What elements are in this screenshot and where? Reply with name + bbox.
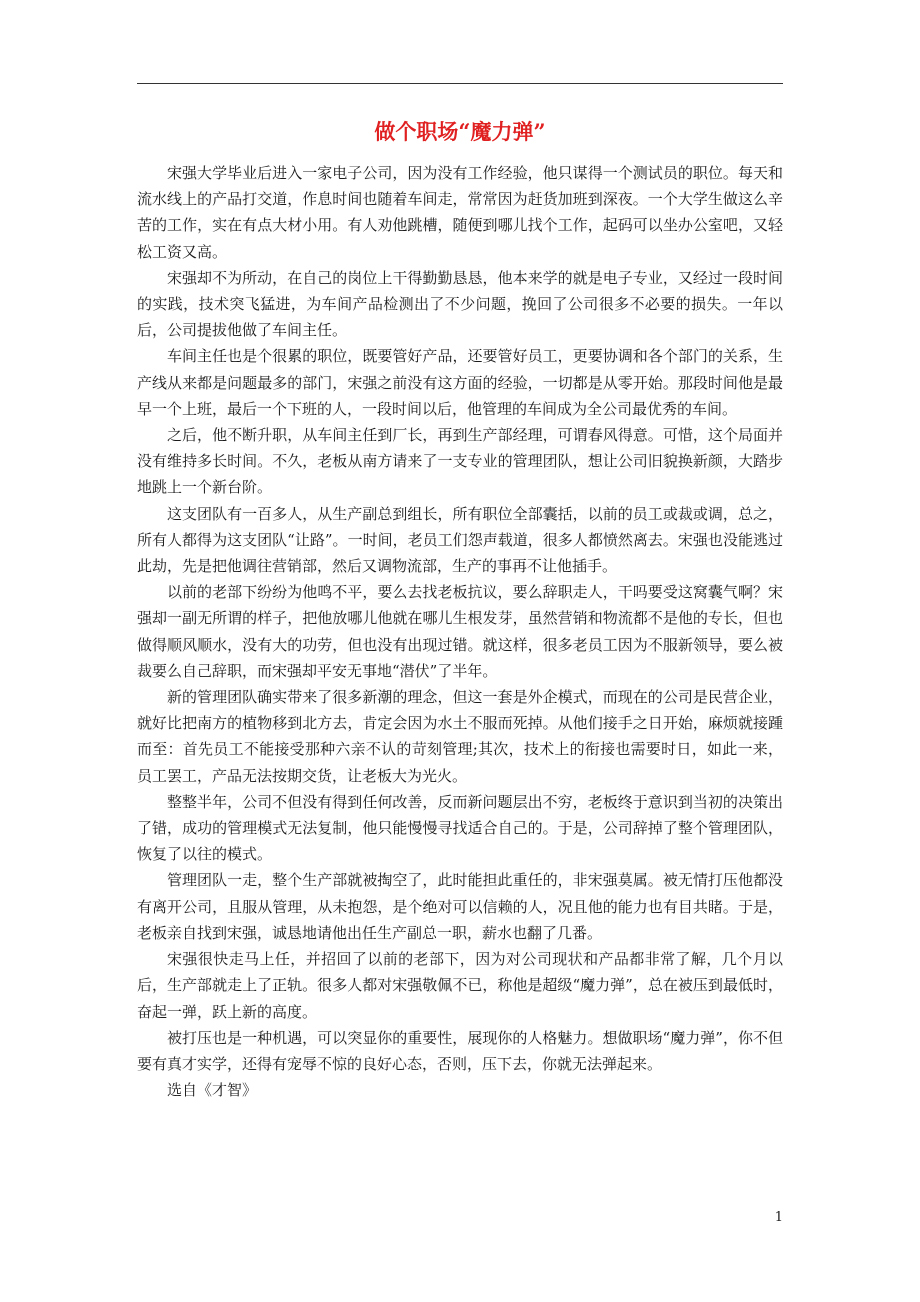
paragraph-2: 宋强却不为所动，在自己的岗位上干得勤勤恳恳，他本来学的就是电子专业，又经过一段时间的实践，技术突飞猛进，为车间产品检测出了不少问题，挽回了公司很多不必要的损失。一年以后，公司提拔他做了车间主任。: [137, 268, 783, 340]
paragraph-7: 新的管理团队确实带来了很多新潮的理念，但这一套是外企模式，而现在的公司是民营企业，就好比把南方的植物移到北方去，肯定会因为水土不服而死掉。从他们接手之日开始，麻烦就接踵而至：首先员工不能接受那种六亲不认的苛刻管理;其次，技术上的衔接也需要时日，如此一来，员工罢工，产品无法按期交货，让老板大为光火。: [137, 688, 783, 785]
page-number: 1: [774, 1210, 783, 1225]
article-title: 做个职场“魔力弹”: [374, 119, 546, 144]
paragraph-10: 宋强很快走马上任，并招回了以前的老部下，因为对公司现状和产品都非常了解，几个月以后，生产部就走上了正轨。很多人都对宋强敬佩不已，称他是超级“魔力弹”，总在被压到最低时，奋起一弹，跃上新的高度。: [137, 950, 783, 1021]
paragraph-1: 宋强大学毕业后进入一家电子公司，因为没有工作经验，他只谋得一个测试员的职位。每天和流水线上的产品打交道，作息时间也随着车间走，常常因为赶货加班到深夜。一个大学生做这么辛苦的工作，实在有点大材小用。有人劝他跳槽，随便到哪儿找个工作，起码可以坐办公室吧，又轻松工资又高。: [137, 164, 783, 261]
paragraph-3: 车间主任也是个很累的职位，既要管好产品，还要管好员工，更要协调和各个部门的关系，生产线从来都是问题最多的部门，宋强之前没有这方面的经验，一切都是从零开始。那段时间他是最早一个上班，最后一个下班的人，一段时间以后，他管理的车间成为全公司最优秀的车间。: [137, 347, 783, 418]
paragraph-8: 整整半年，公司不但没有得到任何改善，反而新问题层出不穷，老板终于意识到当初的决策出了错，成功的管理模式无法复制，他只能慢慢寻找适合自己的。于是，公司辞掉了整个管理团队，恢复了以往的模式。: [137, 792, 783, 864]
paragraph-11: 被打压也是一种机遇，可以突显你的重要性，展现你的人格魅力。想做职场“魔力弹”，你不但要有真才实学，还得有宠辱不惊的良好心态，否则，压下去，你就无法弹起来。: [137, 1028, 783, 1073]
source-citation: 选自《才智》: [167, 1081, 258, 1100]
header-rule: [137, 83, 783, 84]
paragraph-9: 管理团队一走，整个生产部就被掏空了，此时能担此重任的，非宋强莫属。被无情打压他都没有离开公司，且服从管理，从未抱怨，是个绝对可以信赖的人，况且他的能力也有目共睹。于是，老板亲自找到宋强，诚恳地请他出任生产副总一职，薪水也翻了几番。: [137, 871, 783, 942]
article-body: [137, 160, 783, 1103]
paragraph-5: 这支团队有一百多人，从生产副总到组长，所有职位全部囊括，以前的员工或裁或调，总之，所有人都得为这支团队“让路”。一时间，老员工们怨声载道，很多人都愤然离去。宋强也没能逃过此劫，先是把他调往营销部，然后又调物流部，生产的事再不让他插手。: [137, 504, 783, 576]
paragraph-4: 之后，他不断升职，从车间主任到厂长，再到生产部经理，可谓春风得意。可惜，这个局面并没有维持多长时间。不久，老板从南方请来了一支专业的管理团队，想让公司旧貌换新颜，大踏步地跳上一个新台阶。: [137, 426, 783, 497]
paragraph-6: 以前的老部下纷纷为他鸣不平，要么去找老板抗议，要么辞职走人，干吗要受这窝囊气啊？宋强却一副无所谓的样子，把他放哪儿他就在哪儿生根发芽，虽然营销和物流都不是他的专长，但也做得顺风顺水，没有大的功劳，但也没有出现过错。就这样，很多老员工因为不服新领导，要么被裁要么自己辞职，而宋强却平安无事地“潜伏”了半年。: [137, 583, 783, 680]
